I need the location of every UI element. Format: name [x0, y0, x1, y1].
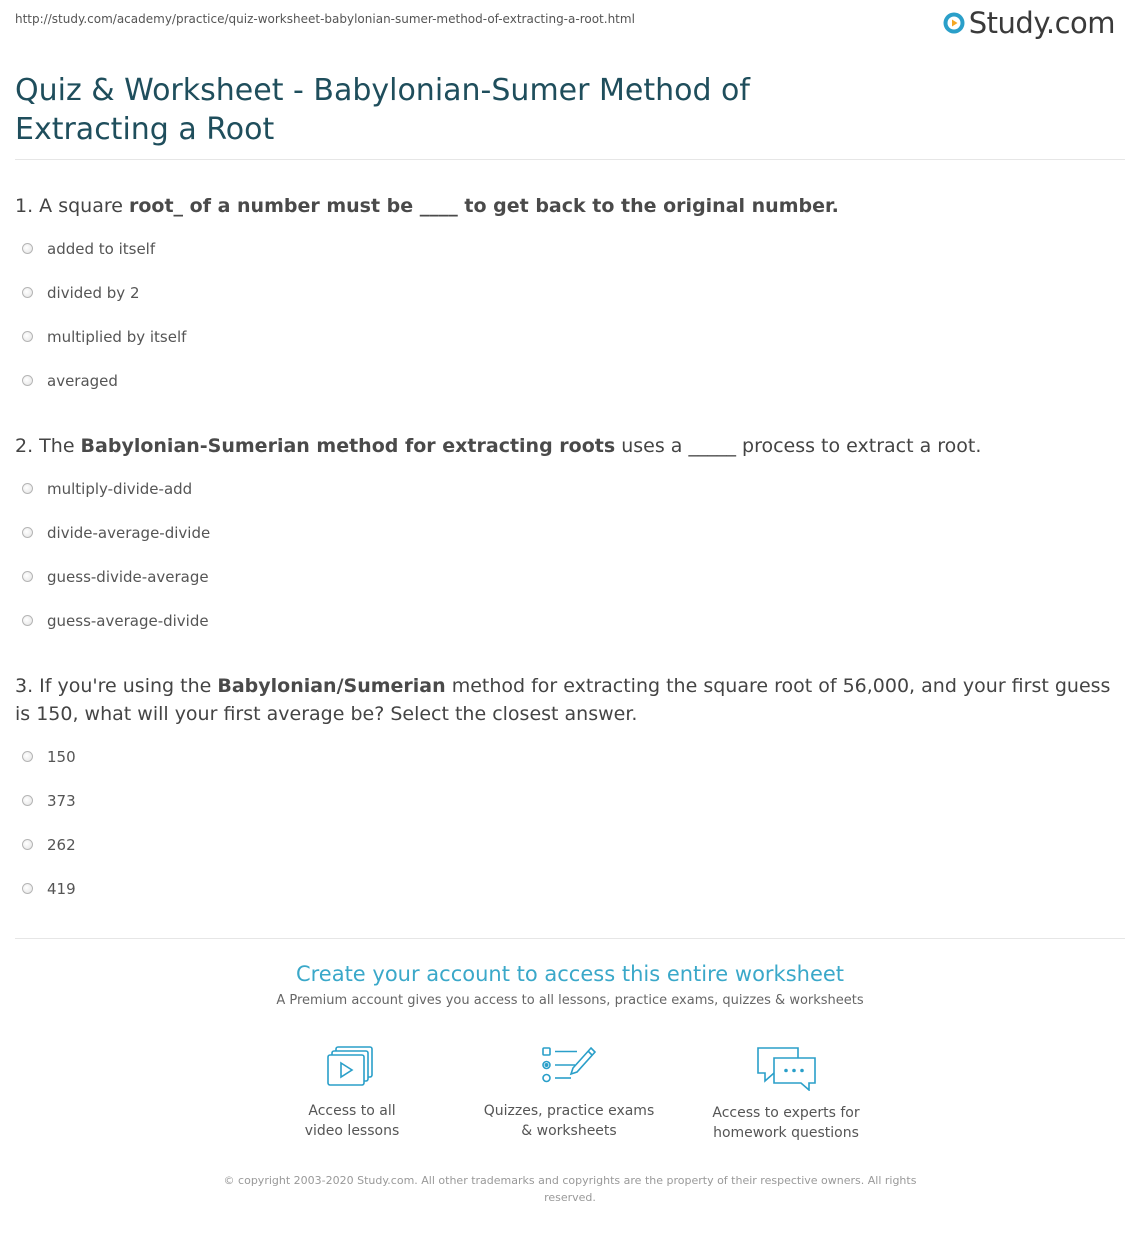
question-text-bold: Babylonian/Sumerian: [217, 675, 446, 697]
question-text: 1. A square: [15, 195, 129, 217]
question-text: 3. If you're using the: [15, 675, 218, 697]
divider: [15, 159, 1125, 160]
radio-button[interactable]: [22, 795, 33, 806]
feature-label: Access to all video lessons: [304, 1103, 400, 1139]
play-circle-icon: [943, 12, 965, 34]
question-text-bold: Babylonian-Sumerian method for extracting roots: [80, 435, 616, 457]
logo-text: Study.com: [968, 6, 1115, 40]
radio-button[interactable]: [22, 527, 33, 538]
answer-option[interactable]: [22, 328, 186, 346]
answer-label: 150: [47, 748, 76, 766]
radio-button[interactable]: [22, 375, 33, 386]
answer-label: 373: [47, 792, 76, 810]
answer-label: 262: [47, 836, 76, 854]
answer-label: guess-average-divide: [47, 612, 209, 630]
feature-experts: [686, 1045, 886, 1143]
feature-quizzes: [469, 1045, 669, 1141]
video-lessons-icon: [326, 1045, 378, 1089]
answer-label: 419: [47, 880, 76, 898]
radio-button[interactable]: [22, 615, 33, 626]
feature-label: Access to experts for homework questions: [712, 1105, 860, 1141]
radio-button[interactable]: [22, 571, 33, 582]
answer-option[interactable]: [22, 880, 76, 898]
answer-label: multiplied by itself: [47, 328, 187, 346]
radio-button[interactable]: [22, 839, 33, 850]
answer-option[interactable]: [22, 748, 76, 766]
page-url: http://study.com/academy/practice/quiz-worksheet-babylonian-sumer-method-of-extracting-a-root.html: [15, 12, 635, 26]
quiz-checklist-icon: [541, 1045, 597, 1089]
answer-option[interactable]: [22, 612, 209, 630]
question-text: uses a _____ process to extract a root.: [615, 435, 982, 457]
answer-option[interactable]: [22, 792, 76, 810]
question-2: [15, 432, 1128, 460]
radio-button[interactable]: [22, 883, 33, 894]
radio-button[interactable]: [22, 243, 33, 254]
answer-label: added to itself: [47, 240, 156, 258]
question-3: [15, 672, 1128, 728]
answer-option[interactable]: [22, 480, 192, 498]
answer-option[interactable]: [22, 836, 76, 854]
question-text: method for extracting the square root of 56,000, and your first guess is 150, what will your first average be? Select the closest answer.: [15, 675, 1111, 725]
answer-option[interactable]: [22, 568, 209, 586]
page-title: Quiz & Worksheet - Babylonian-Sumer Method of Extracting a Root: [15, 73, 750, 147]
copyright: © copyright 2003-2020 Study.com. All other trademarks and copyrights are the property of their respective owners. All rights reserved.: [223, 1174, 917, 1204]
chat-bubbles-icon: [754, 1045, 818, 1091]
answer-option[interactable]: [22, 524, 210, 542]
answer-label: divided by 2: [47, 284, 140, 302]
answer-option[interactable]: [22, 240, 155, 258]
feature-label: Quizzes, practice exams & worksheets: [483, 1103, 655, 1139]
answer-option[interactable]: [22, 284, 139, 302]
question-1: [15, 192, 1128, 220]
premium-description: A Premium account gives you access to all lessons, practice exams, quizzes & worksheets: [276, 993, 864, 1008]
radio-button[interactable]: [22, 287, 33, 298]
answer-label: averaged: [47, 372, 118, 390]
answer-label: multiply-divide-add: [47, 480, 193, 498]
divider: [15, 938, 1125, 939]
question-text-bold: root_ of a number must be ____ to get back to the original number.: [128, 195, 839, 217]
radio-button[interactable]: [22, 751, 33, 762]
feature-video-lessons: [252, 1045, 452, 1141]
question-text: 2. The: [15, 435, 81, 457]
create-account-link[interactable]: Create your account to access this entire worksheet: [295, 962, 845, 986]
study-logo[interactable]: [943, 6, 1115, 40]
radio-button[interactable]: [22, 483, 33, 494]
answer-option[interactable]: [22, 372, 118, 390]
answer-label: divide-average-divide: [47, 524, 211, 542]
radio-button[interactable]: [22, 331, 33, 342]
answer-label: guess-divide-average: [47, 568, 209, 586]
